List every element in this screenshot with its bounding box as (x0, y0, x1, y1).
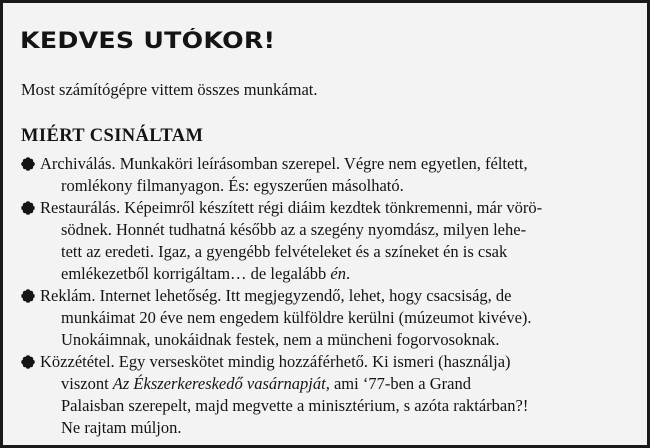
item-text: emlékezetből korrigáltam… de legalább (61, 264, 331, 283)
item-line: Reklám. Internet lehetőség. Itt megjegyzendő, lehet, hogy csacsiság, de (40, 286, 512, 305)
item-line (40, 373, 636, 395)
item-line: Restaurálás. Képeimről készített régi diáim kezdtek tönkremenni, már vörö- (40, 198, 543, 217)
list-item (21, 153, 636, 197)
list-item (21, 197, 636, 285)
item-line: romlékony filmanyagon. És: egyszerűen másolható. (61, 176, 404, 195)
flower-bullet-icon (21, 157, 35, 171)
item-line: Archiválás. Munkaköri leírásomban szerepel. Végre nem egyetlen, féltett, (40, 154, 528, 173)
list-item (21, 285, 636, 351)
item-line: Közzététel. Egy verseskötet mindig hozzáférhető. Ki ismeri (használja) (40, 352, 511, 371)
section-heading: MIÉRT CSINÁLTAM (21, 126, 204, 146)
item-line: södnek. Honnét tudhatná később az a szegény nyomdász, milyen lehe- (61, 220, 527, 239)
item-line: munkáimat 20 éve nem engedem külföldre kerülni (múzeumot kivéve). (61, 308, 532, 327)
intro-text: Most számítógépre vittem összes munkámat. (21, 80, 318, 99)
item-line: tett az eredeti. Igaz, a gyengébb felvételeket és a színeket én is csak (61, 242, 508, 261)
list-item (21, 351, 636, 439)
item-text: viszont (61, 374, 113, 393)
item-text: ami ‘77-ben a Grand (329, 374, 471, 393)
item-line: Ne rajtam múljon. (61, 418, 182, 437)
item-emphasis: én (330, 264, 346, 283)
item-line (40, 263, 636, 285)
item-text: . (345, 264, 351, 283)
item-line: Unokáimnak, unokáidnak festek, nem a müncheni fogorvosoknak. (61, 330, 500, 349)
item-emphasis: Az Ékszerkereskedő vasárnapját, (112, 374, 330, 393)
flower-bullet-icon (21, 289, 35, 303)
item-line: Palaisban szerepelt, majd megvette a minisztérium, s azóta raktárban?! (61, 396, 529, 415)
page-title: KEDVES UTÓKOR! (20, 29, 276, 54)
flower-bullet-icon (21, 355, 35, 369)
flower-bullet-icon (21, 201, 35, 215)
reasons-list (21, 153, 636, 439)
